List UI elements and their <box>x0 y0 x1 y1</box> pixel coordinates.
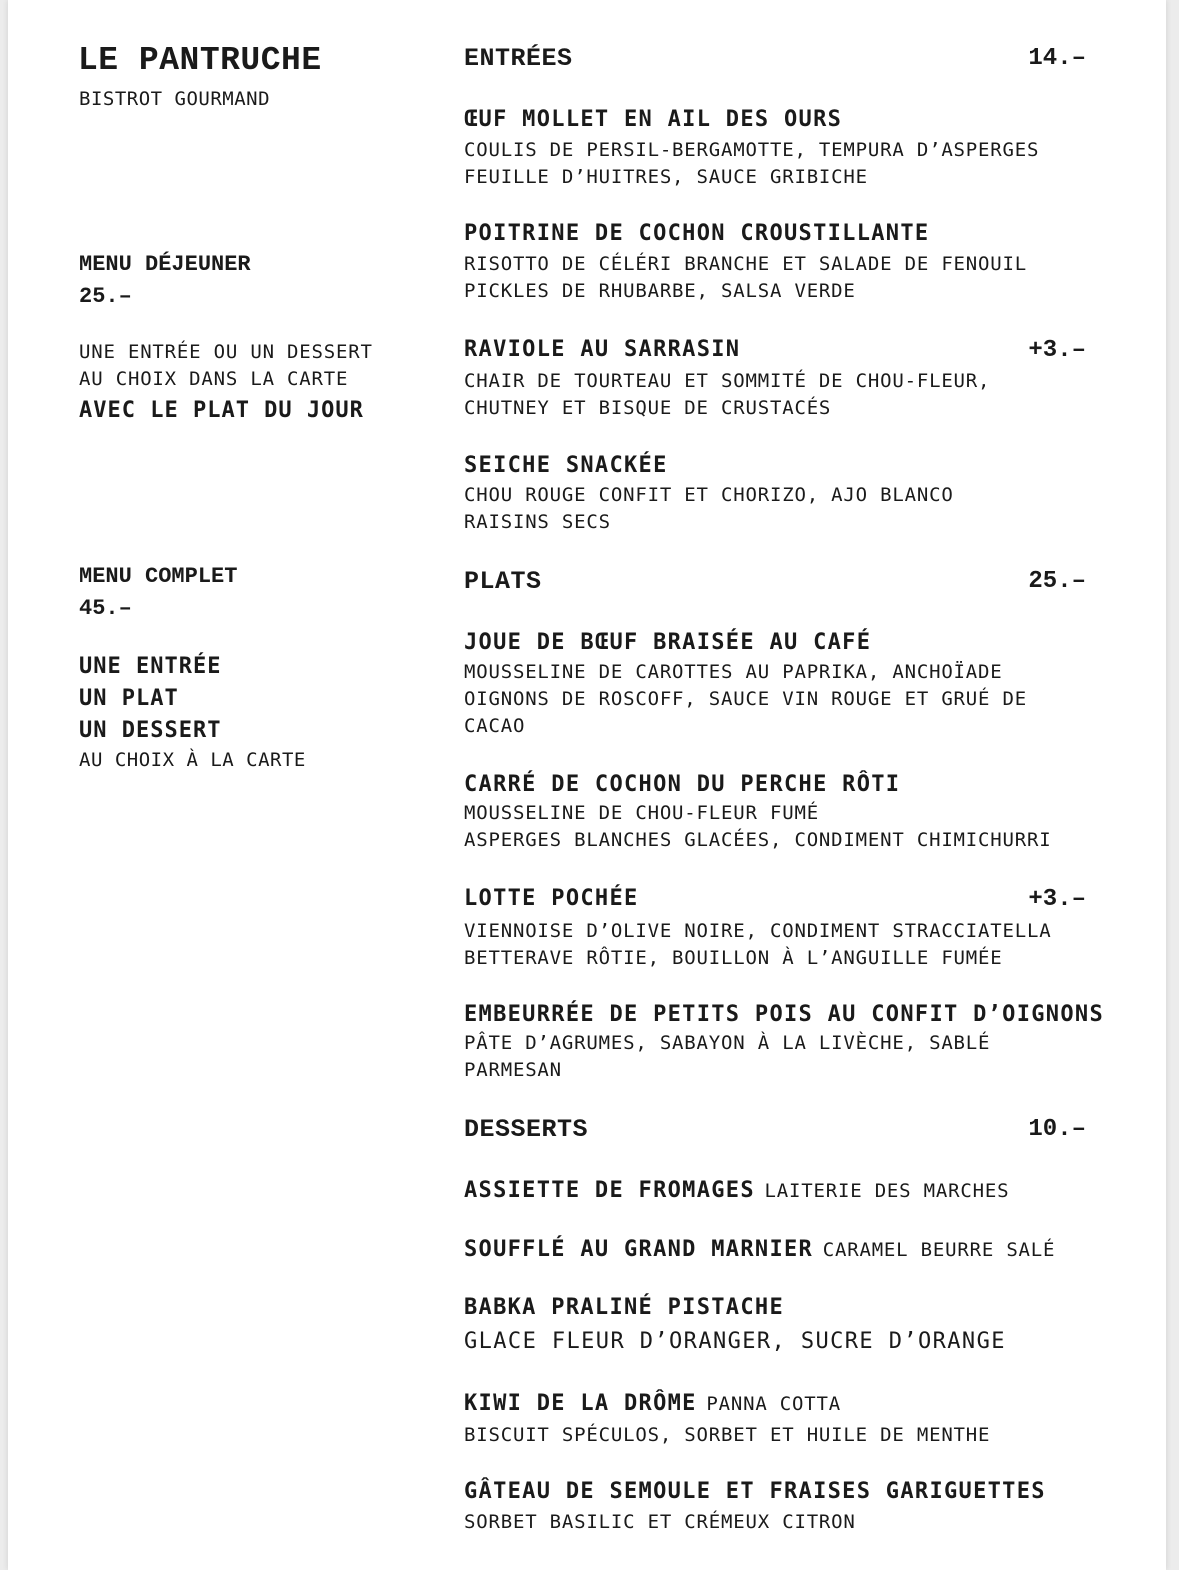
dish-desc-line: RAISINS SECS <box>464 511 611 533</box>
dish-name: SOUFFLÉ AU GRAND MARNIER <box>464 1237 814 1262</box>
dish-desc-line: MOUSSELINE DE CHOU-FLEUR FUMÉ <box>464 802 819 824</box>
menu-complet-item: UNE ENTRÉE <box>79 654 222 679</box>
menu-dejeuner-price: 25.– <box>79 284 132 309</box>
dish-desc-line: COULIS DE PERSIL-BERGAMOTTE, TEMPURA D’ASPERGES <box>464 139 1040 161</box>
dessert-row <box>464 1178 1009 1205</box>
dish-description: SORBET BASILIC ET CRÉMEUX CITRON <box>464 1511 856 1533</box>
section-title-entrees: ENTRÉES <box>464 44 573 73</box>
dish-supplement: +3.– <box>1028 337 1086 364</box>
menu-complet-note: AU CHOIX À LA CARTE <box>79 749 306 771</box>
section-price-desserts: 10.– <box>1028 1116 1086 1143</box>
dish-name: SEICHE SNACKÉE <box>464 453 668 478</box>
menu-dejeuner-line: UNE ENTRÉE OU UN DESSERT <box>79 341 373 363</box>
menu-complet-price: 45.– <box>79 596 132 621</box>
dish-desc-line: MOUSSELINE DE CAROTTES AU PAPRIKA, ANCHOÏADE <box>464 661 1003 683</box>
dish-desc-line: OIGNONS DE ROSCOFF, SAUCE VIN ROUGE ET GRUÉ DE <box>464 688 1027 710</box>
dish-name: KIWI DE LA DRÔME <box>464 1391 697 1416</box>
dish-description <box>464 368 990 422</box>
dish-name: LOTTE POCHÉE <box>464 886 639 911</box>
dish-description <box>464 137 1039 191</box>
restaurant-tagline: BISTROT GOURMAND <box>79 88 271 110</box>
dish-description <box>464 800 1051 854</box>
menu-complet-title: MENU COMPLET <box>79 564 238 589</box>
dish-name: GÂTEAU DE SEMOULE ET FRAISES GARIGUETTES <box>464 1479 1046 1504</box>
dish-desc-line: BETTERAVE RÔTIE, BOUILLON À L’ANGUILLE FUMÉE <box>464 947 1003 969</box>
dish-desc-line: PÂTE D’AGRUMES, SABAYON À LA LIVÈCHE, SABLÉ <box>464 1032 991 1054</box>
dish-desc-line: VIENNOISE D’OLIVE NOIRE, CONDIMENT STRACCIATELLA <box>464 920 1052 942</box>
dish-desc-line: RISOTTO DE CÉLÉRI BRANCHE ET SALADE DE FENOUIL <box>464 253 1027 275</box>
dish-desc-line: ASPERGES BLANCHES GLACÉES, CONDIMENT CHIMICHURRI <box>464 829 1052 851</box>
dish-name: CARRÉ DE COCHON DU PERCHE RÔTI <box>464 772 901 797</box>
dessert-row <box>464 1237 1055 1264</box>
dish-supplement: +3.– <box>1028 886 1086 913</box>
dish-desc-line: CHUTNEY ET BISQUE DE CRUSTACÉS <box>464 397 832 419</box>
section-price-entrees: 14.– <box>1028 45 1086 72</box>
dish-description <box>464 918 1051 972</box>
dish-name: ŒUF MOLLET EN AIL DES OURS <box>464 107 843 132</box>
menu-dejeuner-description <box>79 339 373 393</box>
dish-description <box>464 659 1027 740</box>
dish-name: JOUE DE BŒUF BRAISÉE AU CAFÉ <box>464 630 872 655</box>
dish-description: GLACE FLEUR D’ORANGER, SUCRE D’ORANGE <box>464 1329 1006 1354</box>
section-price-plats: 25.– <box>1028 568 1086 595</box>
dish-inline-desc: CARAMEL BEURRE SALÉ <box>822 1239 1056 1261</box>
dish-name: POITRINE DE COCHON CROUSTILLANTE <box>464 221 930 246</box>
dish-inline-desc: PANNA COTTA <box>706 1393 842 1415</box>
dish-desc-line: PICKLES DE RHUBARBE, SALSA VERDE <box>464 280 856 302</box>
section-title-plats: PLATS <box>464 567 542 596</box>
dish-inline-desc: LAITERIE DES MARCHES <box>764 1180 1010 1202</box>
dish-desc-line: CACAO <box>464 715 526 737</box>
menu-dejeuner-emphasis: AVEC LE PLAT DU JOUR <box>79 398 364 423</box>
dessert-row <box>464 1391 841 1418</box>
dish-desc-line: FEUILLE D’HUITRES, SAUCE GRIBICHE <box>464 166 868 188</box>
section-title-desserts: DESSERTS <box>464 1115 589 1144</box>
dish-name: RAVIOLE AU SARRASIN <box>464 337 741 362</box>
menu-dejeuner-line: AU CHOIX DANS LA CARTE <box>79 368 349 390</box>
restaurant-name: LE PANTRUCHE <box>78 42 322 79</box>
dish-description <box>464 482 954 536</box>
dish-name: ASSIETTE DE FROMAGES <box>464 1178 755 1203</box>
dish-description: BISCUIT SPÉCULOS, SORBET ET HUILE DE MENTHE <box>464 1424 991 1446</box>
dish-name: BABKA PRALINÉ PISTACHE <box>464 1295 784 1320</box>
dish-description <box>464 1030 990 1084</box>
dish-desc-line: CHAIR DE TOURTEAU ET SOMMITÉ DE CHOU-FLEUR, <box>464 370 991 392</box>
dish-name: EMBEURRÉE DE PETITS POIS AU CONFIT D’OIGNONS <box>464 1002 1104 1027</box>
menu-page <box>8 0 1166 1570</box>
dish-description <box>464 251 1027 305</box>
dish-desc-line: CHOU ROUGE CONFIT ET CHORIZO, AJO BLANCO <box>464 484 954 506</box>
menu-complet-item: UN PLAT <box>79 686 179 711</box>
menu-complet-item: UN DESSERT <box>79 718 222 743</box>
menu-dejeuner-title: MENU DÉJEUNER <box>79 252 251 277</box>
dish-desc-line: PARMESAN <box>464 1059 562 1081</box>
